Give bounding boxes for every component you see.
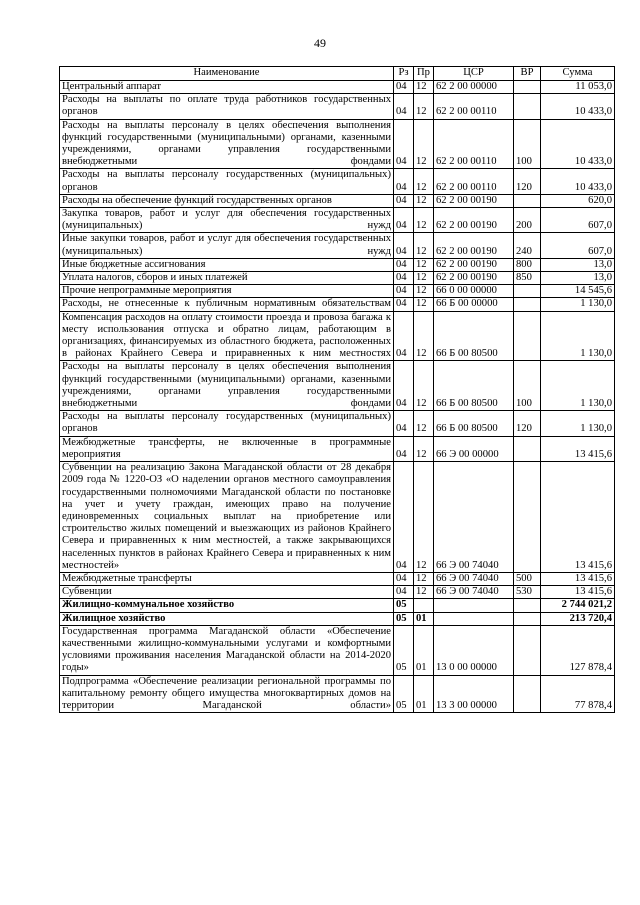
cell-name: Расходы, не отнесенные к публичным нормативным обязательствам	[60, 298, 394, 311]
cell-pr: 12	[414, 94, 434, 119]
cell-csr: 66 0 00 00000	[434, 285, 514, 298]
cell-rz: 04	[394, 119, 414, 169]
cell-name: Расходы на выплаты по оплате труда работников государственных органов	[60, 94, 394, 119]
cell-rz: 05	[394, 599, 414, 612]
cell-pr: 12	[414, 311, 434, 361]
cell-vr: 850	[514, 272, 541, 285]
table-row	[60, 436, 615, 461]
cell-pr: 12	[414, 119, 434, 169]
cell-sum: 10 433,0	[541, 94, 615, 119]
cell-pr: 12	[414, 258, 434, 271]
cell-pr: 12	[414, 462, 434, 573]
cell-rz: 05	[394, 612, 414, 625]
cell-sum: 13 415,6	[541, 572, 615, 585]
cell-sum: 13 415,6	[541, 436, 615, 461]
cell-sum: 2 744 021,2	[541, 599, 615, 612]
cell-vr	[514, 675, 541, 713]
cell-csr: 13 3 00 00000	[434, 675, 514, 713]
cell-pr: 01	[414, 675, 434, 713]
cell-csr: 66 Э 00 74040	[434, 462, 514, 573]
cell-sum: 14 545,6	[541, 285, 615, 298]
cell-name: Расходы на выплаты персоналу государственных (муниципальных) органов	[60, 169, 394, 194]
column-header-csr: ЦСР	[434, 67, 514, 81]
column-header-sum: Сумма	[541, 67, 615, 81]
table-row	[60, 625, 615, 675]
cell-name: Прочие непрограммные мероприятия	[60, 285, 394, 298]
cell-csr: 66 Б 00 80500	[434, 361, 514, 411]
cell-sum: 1 130,0	[541, 311, 615, 361]
cell-rz: 04	[394, 361, 414, 411]
cell-csr: 62 2 00 00000	[434, 81, 514, 94]
table-row	[60, 572, 615, 585]
cell-sum: 607,0	[541, 208, 615, 233]
cell-sum: 213 720,4	[541, 612, 615, 625]
cell-pr: 12	[414, 272, 434, 285]
table-row	[60, 298, 615, 311]
cell-csr: 62 2 00 00110	[434, 94, 514, 119]
cell-sum: 1 130,0	[541, 361, 615, 411]
cell-rz: 04	[394, 298, 414, 311]
cell-vr	[514, 285, 541, 298]
cell-rz: 04	[394, 572, 414, 585]
cell-name: Компенсация расходов на оплату стоимости проезда и провоза багажа к месту использования отпуска и обратно лицам, работающим в организациях, финансируемых из областного бюджета, расположенных в районах Крайнего Севера и приравненных к ним местностях	[60, 311, 394, 361]
cell-csr: 62 2 00 00190	[434, 194, 514, 207]
cell-name: Жилищное хозяйство	[60, 612, 394, 625]
cell-sum: 77 878,4	[541, 675, 615, 713]
cell-vr	[514, 625, 541, 675]
cell-csr: 66 Б 00 80500	[434, 411, 514, 436]
table-row	[60, 599, 615, 612]
cell-pr: 12	[414, 285, 434, 298]
cell-name: Центральный аппарат	[60, 81, 394, 94]
cell-vr	[514, 94, 541, 119]
cell-rz: 04	[394, 272, 414, 285]
cell-vr: 240	[514, 233, 541, 258]
cell-csr: 62 2 00 00110	[434, 169, 514, 194]
cell-vr: 120	[514, 411, 541, 436]
page-number: 49	[314, 36, 326, 50]
cell-name: Субвенции	[60, 586, 394, 599]
cell-name: Подпрограмма «Обеспечение реализации региональной программы по капитальному ремонту общего имущества многоквартирных домов на территории Магаданской области»	[60, 675, 394, 713]
cell-pr: 12	[414, 298, 434, 311]
table-row	[60, 586, 615, 599]
cell-rz: 05	[394, 625, 414, 675]
cell-sum: 1 130,0	[541, 298, 615, 311]
cell-csr: 66 Э 00 00000	[434, 436, 514, 461]
cell-name: Субвенции на реализацию Закона Магаданской области от 28 декабря 2009 года № 1220-ОЗ «О наделении органов местного самоуправления государственными полномочиями Магаданской области по постановке на учет и учету граждан, имеющих право на получение единовременных социальных выплат на приобретение или строительство жилых помещений и выезжающих из районов Крайнего Севера и приравненных к ним местностей, а также закрывающихся населенных пунктов в районах Крайнего Севера и приравненных к ним местностей»	[60, 462, 394, 573]
cell-name: Расходы на выплаты персоналу в целях обеспечения выполнения функций государственными (муниципальными) органами, казенными учреждениями, органами управления государственными внебюджетными фондами	[60, 119, 394, 169]
column-header-vr: ВР	[514, 67, 541, 81]
table-header-row	[60, 67, 615, 81]
cell-name: Уплата налогов, сборов и иных платежей	[60, 272, 394, 285]
cell-rz: 05	[394, 675, 414, 713]
cell-vr: 100	[514, 361, 541, 411]
cell-rz: 04	[394, 411, 414, 436]
cell-pr: 01	[414, 625, 434, 675]
table-row	[60, 675, 615, 713]
cell-pr: 12	[414, 436, 434, 461]
cell-sum: 13 415,6	[541, 462, 615, 573]
budget-table	[59, 66, 615, 713]
table-row	[60, 194, 615, 207]
cell-name: Жилищно-коммунальное хозяйство	[60, 599, 394, 612]
cell-rz: 04	[394, 94, 414, 119]
cell-vr: 500	[514, 572, 541, 585]
cell-pr: 12	[414, 586, 434, 599]
cell-csr: 62 2 00 00190	[434, 272, 514, 285]
cell-sum: 10 433,0	[541, 169, 615, 194]
table-row	[60, 81, 615, 94]
cell-pr: 12	[414, 169, 434, 194]
cell-pr: 12	[414, 208, 434, 233]
cell-sum: 1 130,0	[541, 411, 615, 436]
cell-csr: 62 2 00 00190	[434, 233, 514, 258]
cell-rz: 04	[394, 311, 414, 361]
cell-csr: 62 2 00 00190	[434, 208, 514, 233]
cell-sum: 10 433,0	[541, 119, 615, 169]
cell-sum: 11 053,0	[541, 81, 615, 94]
cell-vr: 200	[514, 208, 541, 233]
column-header-pr: Пр	[414, 67, 434, 81]
cell-csr: 62 2 00 00110	[434, 119, 514, 169]
cell-rz: 04	[394, 586, 414, 599]
cell-name: Закупка товаров, работ и услуг для обеспечения государственных (муниципальных) нужд	[60, 208, 394, 233]
cell-vr	[514, 311, 541, 361]
column-header-rz: Рз	[394, 67, 414, 81]
cell-vr	[514, 436, 541, 461]
cell-pr: 12	[414, 361, 434, 411]
cell-pr: 12	[414, 81, 434, 94]
table-row	[60, 258, 615, 271]
cell-name: Государственная программа Магаданской области «Обеспечение качественными жилищно-коммунальными услугами и комфортными условиями проживания населения Магаданской области на 2014-2020 годы»	[60, 625, 394, 675]
cell-name: Расходы на выплаты персоналу государственных (муниципальных) органов	[60, 411, 394, 436]
table-row	[60, 311, 615, 361]
cell-csr	[434, 599, 514, 612]
cell-csr: 62 2 00 00190	[434, 258, 514, 271]
cell-csr	[434, 612, 514, 625]
cell-rz: 04	[394, 258, 414, 271]
cell-vr	[514, 298, 541, 311]
table-row	[60, 612, 615, 625]
cell-rz: 04	[394, 208, 414, 233]
cell-vr	[514, 81, 541, 94]
cell-rz: 04	[394, 81, 414, 94]
cell-name: Межбюджетные трансферты, не включенные в программные мероприятия	[60, 436, 394, 461]
cell-pr: 12	[414, 194, 434, 207]
cell-vr: 530	[514, 586, 541, 599]
cell-sum: 13,0	[541, 272, 615, 285]
cell-csr: 66 Э 00 74040	[434, 586, 514, 599]
cell-csr: 13 0 00 00000	[434, 625, 514, 675]
table-row	[60, 208, 615, 233]
cell-csr: 66 Э 00 74040	[434, 572, 514, 585]
column-header-name: Наименование	[60, 67, 394, 81]
cell-vr	[514, 612, 541, 625]
cell-csr: 66 Б 00 80500	[434, 311, 514, 361]
table-row	[60, 233, 615, 258]
cell-pr: 01	[414, 612, 434, 625]
table-row	[60, 272, 615, 285]
table-row	[60, 361, 615, 411]
cell-name: Расходы на обеспечение функций государственных органов	[60, 194, 394, 207]
cell-pr	[414, 599, 434, 612]
cell-sum: 620,0	[541, 194, 615, 207]
table-row	[60, 169, 615, 194]
table-row	[60, 462, 615, 573]
cell-name: Межбюджетные трансферты	[60, 572, 394, 585]
cell-sum: 607,0	[541, 233, 615, 258]
cell-name: Расходы на выплаты персоналу в целях обеспечения выполнения функций государственными (муниципальными) органами, казенными учреждениями, органами управления государственными внебюджетными фондами	[60, 361, 394, 411]
cell-name: Иные закупки товаров, работ и услуг для обеспечения государственных (муниципальных) нужд	[60, 233, 394, 258]
cell-pr: 12	[414, 411, 434, 436]
cell-csr: 66 Б 00 00000	[434, 298, 514, 311]
cell-pr: 12	[414, 233, 434, 258]
cell-rz: 04	[394, 169, 414, 194]
cell-pr: 12	[414, 572, 434, 585]
cell-name: Иные бюджетные ассигнования	[60, 258, 394, 271]
cell-sum: 13,0	[541, 258, 615, 271]
table-body	[60, 81, 615, 713]
table-row	[60, 285, 615, 298]
cell-sum: 13 415,6	[541, 586, 615, 599]
cell-rz: 04	[394, 233, 414, 258]
cell-vr: 100	[514, 119, 541, 169]
cell-sum: 127 878,4	[541, 625, 615, 675]
cell-vr: 800	[514, 258, 541, 271]
table-row	[60, 411, 615, 436]
cell-vr	[514, 599, 541, 612]
cell-rz: 04	[394, 194, 414, 207]
table-row	[60, 119, 615, 169]
table-row	[60, 94, 615, 119]
cell-vr	[514, 462, 541, 573]
cell-rz: 04	[394, 462, 414, 573]
cell-rz: 04	[394, 285, 414, 298]
cell-vr: 120	[514, 169, 541, 194]
cell-vr	[514, 194, 541, 207]
cell-rz: 04	[394, 436, 414, 461]
